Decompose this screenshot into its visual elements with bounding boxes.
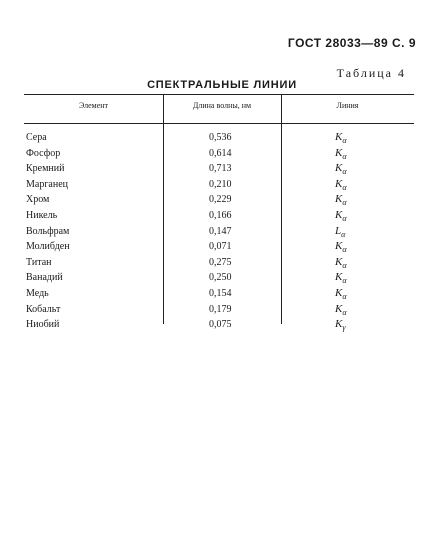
line-subscript: α <box>341 229 346 239</box>
table-body <box>0 130 444 333</box>
element-name-cell: Хром <box>26 194 50 206</box>
element-name-cell: Молибден <box>26 241 70 253</box>
table-row <box>0 161 444 177</box>
line-letter: K <box>335 146 343 159</box>
table-row <box>0 255 444 271</box>
element-name-cell: Вольфрам <box>26 225 70 237</box>
table-row <box>0 286 444 302</box>
wavelength-cell: 0,210 <box>209 178 232 190</box>
table-row <box>0 192 444 208</box>
element-name-cell: Ниобий <box>26 319 60 331</box>
line-subscript: α <box>342 307 347 317</box>
table-row <box>0 224 444 240</box>
table-row <box>0 146 444 162</box>
column-header-wavelength: Длина волны, нм <box>192 101 252 110</box>
wavelength-cell: 0,166 <box>209 209 232 221</box>
element-name-cell: Кобальт <box>26 303 61 315</box>
line-letter: L <box>335 224 342 237</box>
element-name-cell: Ванадий <box>26 272 63 284</box>
line-letter: K <box>335 286 343 299</box>
line-letter: K <box>335 318 343 331</box>
line-subscript: α <box>342 151 347 161</box>
wavelength-cell: 0,179 <box>209 303 232 315</box>
table-number-label: Таблица 4 <box>336 66 406 80</box>
table-header-rule <box>24 123 414 124</box>
element-name-cell: Кремний <box>26 163 65 175</box>
table-row <box>0 317 444 333</box>
line-letter: K <box>335 193 343 206</box>
line-letter: K <box>335 177 343 190</box>
wavelength-cell: 0,154 <box>209 287 232 299</box>
line-subscript: γ <box>342 323 346 333</box>
table-row <box>0 302 444 318</box>
line-subscript: α <box>342 213 347 223</box>
line-subscript: α <box>342 276 347 286</box>
line-letter: K <box>335 255 343 268</box>
line-letter: K <box>335 162 343 175</box>
line-subscript: α <box>342 198 347 208</box>
table-row <box>0 177 444 193</box>
table-row <box>0 130 444 146</box>
wavelength-cell: 0,147 <box>209 225 232 237</box>
element-name-cell: Марганец <box>26 178 69 190</box>
line-subscript: α <box>342 167 347 177</box>
wavelength-cell: 0,614 <box>209 147 232 159</box>
column-header-element: Элемент <box>78 101 109 110</box>
line-subscript: α <box>342 260 347 270</box>
element-name-cell: Никель <box>26 209 58 221</box>
line-subscript: α <box>342 136 347 145</box>
element-name-cell: Сера <box>26 132 47 143</box>
wavelength-cell: 0,713 <box>209 163 232 175</box>
wavelength-cell: 0,071 <box>209 241 232 253</box>
line-subscript: α <box>342 245 347 255</box>
spectral-line-cell <box>335 317 346 336</box>
line-subscript: α <box>342 291 347 301</box>
wavelength-cell: 0,250 <box>209 272 232 284</box>
line-letter: K <box>335 240 343 253</box>
table-row <box>0 208 444 224</box>
table-title: СПЕКТРАЛЬНЫЕ ЛИНИИ <box>147 79 297 91</box>
wavelength-cell: 0,275 <box>209 256 232 268</box>
table-row <box>0 239 444 255</box>
column-header-line: Линия <box>336 101 359 110</box>
element-name-cell: Титан <box>26 256 52 268</box>
element-name-cell: Фосфор <box>26 147 61 159</box>
document-reference: ГОСТ 28033—89 С. 9 <box>287 36 416 50</box>
line-letter: K <box>335 131 343 143</box>
wavelength-cell: 0,229 <box>209 194 232 206</box>
element-name-cell: Медь <box>26 287 49 299</box>
table-row <box>0 270 444 286</box>
line-letter: K <box>335 302 343 315</box>
table-top-rule <box>24 94 414 95</box>
line-letter: K <box>335 208 343 221</box>
wavelength-cell: 0,075 <box>209 319 232 331</box>
line-subscript: α <box>342 182 347 192</box>
line-letter: K <box>335 271 343 284</box>
wavelength-cell: 0,536 <box>209 132 232 143</box>
